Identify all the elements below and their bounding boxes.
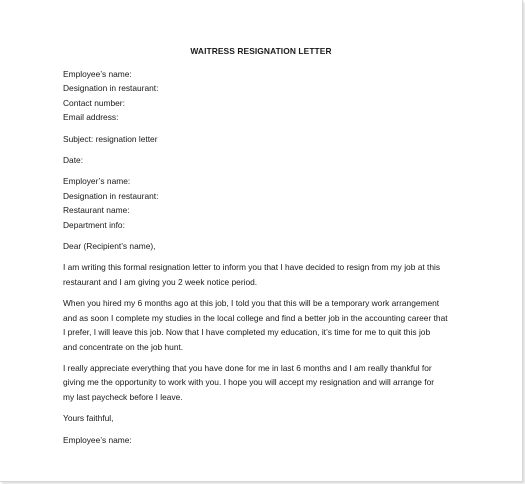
paragraph-thanks bbox=[63, 361, 483, 404]
closing-line: Yours faithful, bbox=[63, 413, 114, 424]
restaurant-name-field: Restaurant name: bbox=[63, 205, 130, 216]
salutation: Dear (Recipient’s name), bbox=[63, 241, 156, 252]
date-line: Date: bbox=[63, 155, 84, 166]
signature-line: Employee’s name: bbox=[63, 434, 132, 445]
paragraph-intro bbox=[63, 260, 483, 289]
employee-designation-field: Designation in restaurant: bbox=[63, 83, 159, 94]
paragraph-line: restaurant and I am giving you 2 week notice period. bbox=[63, 276, 258, 287]
employee-name-field: Employee’s name: bbox=[63, 69, 132, 79]
employee-info-block bbox=[63, 67, 483, 125]
email-address-field: Email address: bbox=[63, 112, 119, 123]
department-info-field: Department info: bbox=[63, 219, 125, 230]
paragraph-line: my last paycheck before I leave. bbox=[63, 391, 183, 402]
employer-designation-field: Designation in restaurant: bbox=[63, 190, 159, 201]
employer-info-block bbox=[63, 174, 483, 232]
subject-line: Subject: resignation letter bbox=[63, 133, 158, 144]
employer-name-field: Employer’s name: bbox=[63, 176, 131, 187]
letter-body bbox=[63, 67, 483, 447]
paragraph-line: I am writing this formal resignation letter to inform you that I have decided to resign from my job at this bbox=[63, 262, 441, 273]
paragraph-line: and as soon I complete my studies in the local college and find a better job in the accounting career that bbox=[63, 312, 448, 323]
paragraph-line: I prefer, I will leave this job. Now that I have completed my education, it’s time for me to quit this job bbox=[63, 327, 431, 338]
letter-title: WAITRESS RESIGNATION LETTER bbox=[190, 46, 332, 56]
paragraph-line: and concentrate on the job hunt. bbox=[63, 341, 184, 352]
paragraph-background bbox=[63, 296, 483, 354]
contact-number-field: Contact number: bbox=[63, 97, 125, 108]
paragraph-line: giving me the opportunity to work with you. I hope you will accept my resignation and will arrange for bbox=[63, 377, 435, 388]
paragraph-line: I really appreciate everything that you have done for me in last 6 months and I am really thankful for bbox=[63, 362, 432, 373]
paragraph-line: When you hired my 6 months ago at this job, I told you that this will be a temporary work arrangement bbox=[63, 298, 440, 309]
